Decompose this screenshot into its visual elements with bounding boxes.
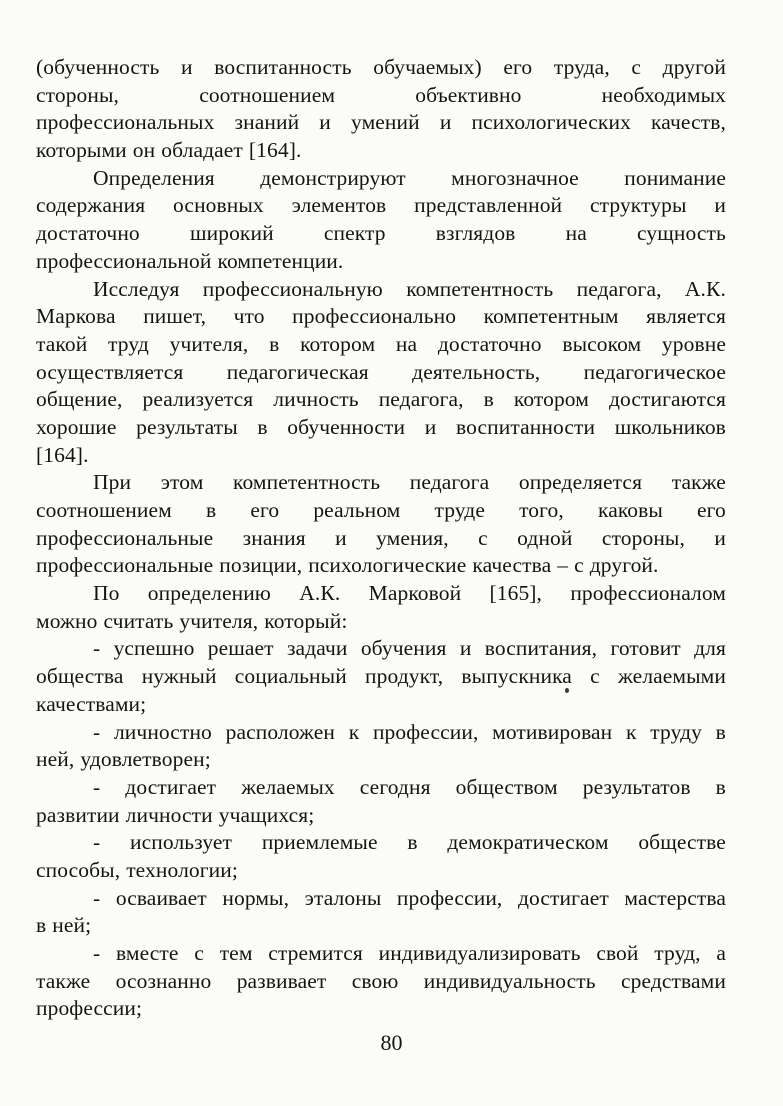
word: труду: [650, 719, 702, 744]
word: качествами;: [36, 691, 147, 716]
text-line: [36, 386, 726, 414]
word: решает: [207, 636, 274, 661]
word: личности: [125, 802, 213, 827]
word: в: [257, 414, 268, 439]
text-line: [36, 552, 726, 580]
word: который:: [264, 608, 348, 633]
word: задачи: [286, 636, 348, 661]
word: этом: [160, 470, 204, 495]
word: реализуется: [142, 387, 254, 412]
word: -: [93, 830, 101, 855]
word: -: [93, 774, 101, 799]
word: соотношением: [199, 82, 336, 107]
word: удовлетворен;: [80, 747, 211, 772]
word: его: [503, 55, 533, 79]
text-line: [36, 442, 726, 470]
word: к: [626, 719, 637, 744]
word: качеств,: [651, 110, 726, 135]
word: педагогическое: [583, 359, 726, 384]
word: расположен: [225, 719, 335, 744]
word: основных: [173, 193, 264, 218]
text-line: [36, 331, 726, 359]
text-line: [36, 691, 726, 719]
word: Определения: [93, 165, 215, 190]
word: успешно: [113, 636, 195, 661]
word: Марковой: [368, 581, 462, 606]
document-page-body: [36, 54, 726, 1023]
word: знания: [242, 525, 306, 550]
word: индивидуализировать: [378, 941, 581, 965]
word: -: [93, 941, 101, 965]
word: широкий: [189, 221, 274, 246]
word: в: [36, 913, 47, 938]
word: стороны,: [601, 525, 685, 550]
word: высоком: [562, 331, 642, 356]
word: с: [194, 941, 204, 965]
word: с: [631, 55, 642, 79]
word: Исследуя: [93, 276, 180, 301]
word: уровне: [661, 331, 726, 356]
word: [164].: [248, 138, 302, 163]
word: профессионалом: [570, 581, 726, 606]
word: эталоны: [304, 885, 382, 910]
text-line: [36, 802, 726, 830]
word: педагогическая: [226, 359, 369, 384]
word: достигаются: [608, 387, 726, 412]
word: его: [697, 498, 726, 522]
word: взглядов: [435, 221, 516, 246]
page-number: 80: [380, 1030, 403, 1055]
text-line: [36, 995, 726, 1023]
word: -: [93, 636, 101, 661]
word: -: [93, 885, 101, 910]
word: труде: [434, 498, 485, 522]
word: индивидуальность: [423, 968, 596, 993]
word: соотношением: [36, 498, 172, 522]
word: и: [714, 193, 726, 218]
text-line: [36, 414, 726, 442]
word: нормы,: [222, 885, 290, 910]
word: общества: [36, 664, 124, 689]
text-line: [36, 276, 726, 304]
word: воспитания,: [484, 636, 598, 661]
word: другой.: [589, 553, 659, 578]
word: школьников: [614, 414, 726, 439]
word: хорошие: [36, 414, 117, 439]
word: учителя,: [179, 608, 259, 633]
word: в: [715, 719, 726, 744]
word: элементов: [291, 193, 387, 218]
word: умений: [351, 110, 420, 135]
word: желаемыми: [618, 664, 726, 689]
word: считать: [103, 608, 174, 633]
word: обладает: [161, 138, 243, 163]
word: мотивирован: [492, 719, 613, 744]
word: свой: [596, 941, 639, 965]
word: компетенции.: [217, 248, 344, 273]
word: общение,: [36, 387, 123, 412]
text-line: [36, 663, 726, 691]
word: развивает: [236, 968, 327, 993]
word: качества: [472, 553, 552, 578]
text-line: [36, 885, 726, 913]
word: свою: [351, 968, 399, 993]
word: [164].: [36, 442, 89, 467]
word: социальный: [234, 664, 347, 689]
word: –: [557, 553, 569, 578]
word: воспитанность: [214, 55, 352, 79]
word: в: [269, 331, 280, 356]
word: осваивает: [115, 885, 207, 910]
word: (обученность: [36, 55, 160, 79]
word: и: [424, 414, 437, 439]
word: а: [716, 941, 726, 965]
scan-speck: [565, 688, 569, 693]
word: и: [181, 55, 193, 79]
word: труд: [108, 331, 149, 356]
word: реальном: [313, 498, 401, 522]
word: умения,: [376, 525, 449, 550]
word: развитии: [36, 802, 120, 827]
word: котором: [300, 331, 376, 356]
word: педагога,: [576, 276, 662, 301]
word: и: [439, 110, 452, 135]
word: можно: [36, 608, 98, 633]
word: является: [646, 304, 726, 329]
text-line: [36, 303, 726, 331]
word: приемлемые: [261, 830, 378, 855]
word: стороны,: [36, 82, 120, 107]
word: учащихся;: [218, 802, 315, 827]
word: учителя,: [169, 331, 249, 356]
word: ней,: [36, 747, 75, 772]
word: готовит: [610, 636, 681, 661]
text-line: [36, 857, 726, 885]
word: содержания: [36, 193, 146, 218]
text-line: [36, 497, 726, 525]
word: также: [671, 470, 726, 495]
word: того,: [519, 498, 564, 522]
word: что: [233, 304, 265, 329]
word: профессиональных: [36, 110, 215, 135]
word: каковы: [597, 498, 663, 522]
word: на: [565, 221, 587, 246]
word: профессии,: [372, 719, 479, 744]
word: продукт,: [365, 664, 444, 689]
word: мастерства: [624, 885, 726, 910]
word: также: [36, 968, 91, 993]
word: многозначное: [451, 165, 579, 190]
word: он: [132, 138, 156, 163]
word: личность: [273, 387, 359, 412]
word: котором: [513, 387, 589, 412]
word: профессиональную: [202, 276, 383, 301]
text-line: [36, 746, 726, 774]
word: объективно: [415, 82, 522, 107]
word: и: [459, 636, 472, 661]
text-line: [36, 248, 726, 276]
word: Маркова: [36, 304, 116, 329]
word: выпускника: [461, 664, 572, 689]
word: достаточно: [36, 221, 140, 246]
text-line: [36, 137, 726, 165]
word: средствами: [621, 968, 726, 993]
word: для: [694, 636, 726, 661]
text-line: [36, 54, 726, 82]
word: и: [335, 525, 347, 550]
word: демократическом: [447, 830, 609, 855]
word: другой: [662, 55, 726, 79]
word: такой: [36, 331, 88, 356]
word: труд,: [654, 941, 701, 965]
word: педагога,: [378, 387, 464, 412]
text-line: [36, 774, 726, 802]
word: профессии,: [396, 885, 503, 910]
text-line: [36, 359, 726, 387]
word: достигает: [125, 774, 217, 799]
word: с: [574, 553, 584, 578]
text-line: [36, 469, 726, 497]
word: обществом: [455, 774, 558, 799]
text-line: [36, 109, 726, 137]
word: в: [407, 830, 418, 855]
word: использует: [130, 830, 233, 855]
word: обученности: [287, 414, 406, 439]
word: определению: [147, 581, 271, 606]
word: пишет,: [143, 304, 207, 329]
word: которыми: [36, 138, 127, 163]
text-line: [36, 82, 726, 110]
word: в: [483, 387, 494, 412]
word: и: [714, 525, 726, 550]
word: тем: [219, 941, 253, 965]
word: в: [205, 498, 217, 522]
word: структуры: [589, 193, 687, 218]
word: с: [590, 664, 600, 689]
text-line: [36, 940, 726, 968]
word: обучения: [360, 636, 447, 661]
word: А.К.: [299, 581, 341, 606]
word: профессии;: [36, 996, 143, 1021]
word: к: [348, 719, 360, 744]
word: психологических: [471, 110, 631, 135]
word: воспитанности: [456, 414, 596, 439]
word: сущность: [637, 221, 726, 246]
word: с: [478, 525, 488, 550]
text-line: [36, 165, 726, 193]
word: вместе: [116, 941, 179, 965]
word: педагога: [409, 470, 490, 495]
word: способы,: [36, 857, 121, 882]
word: личностно: [113, 719, 212, 744]
text-line: [36, 829, 726, 857]
text-line: [36, 220, 726, 248]
word: демонстрируют: [260, 165, 406, 190]
word: на: [395, 331, 418, 356]
word: знаний: [234, 110, 300, 135]
word: достигает: [517, 885, 609, 910]
text-line: [36, 635, 726, 663]
word: [165],: [489, 581, 543, 606]
word: спектр: [323, 221, 386, 246]
word: понимание: [624, 165, 726, 190]
word: психологические: [308, 553, 467, 578]
word: ней;: [52, 913, 92, 938]
word: технологии;: [126, 857, 238, 882]
text-line: [36, 580, 726, 608]
word: достаточно: [437, 331, 542, 356]
word: профессиональной: [36, 248, 212, 273]
text-line: [36, 525, 726, 553]
word: обществе: [638, 830, 726, 855]
word: компетентным: [483, 304, 619, 329]
word: результатов: [582, 774, 691, 799]
word: осуществляется: [36, 359, 184, 384]
text-line: [36, 968, 726, 996]
word: нужный: [141, 664, 217, 689]
word: А.К.: [684, 276, 726, 301]
word: -: [93, 719, 101, 744]
word: его: [250, 498, 280, 522]
word: При: [93, 470, 132, 495]
text-line: [36, 912, 726, 940]
word: результаты: [136, 414, 238, 439]
word: труда,: [553, 55, 610, 79]
word: необходимых: [601, 82, 726, 107]
word: представленной: [414, 193, 563, 218]
word: компетентность: [406, 276, 554, 301]
word: компетентность: [233, 470, 381, 495]
word: осознанно: [115, 968, 212, 993]
word: позиции,: [219, 553, 303, 578]
word: стремится: [268, 941, 363, 965]
word: сегодня: [359, 774, 431, 799]
word: профессионально: [292, 304, 457, 329]
text-line: [36, 608, 726, 636]
word: и: [319, 110, 331, 135]
word: обучаемых): [373, 55, 482, 79]
word: в: [715, 774, 726, 799]
word: профессиональные: [36, 553, 214, 578]
word: желаемых: [241, 774, 335, 799]
word: По: [93, 581, 120, 606]
word: одной: [517, 525, 573, 550]
word: определяется: [518, 470, 643, 495]
word: профессиональные: [36, 525, 214, 550]
text-line: [36, 719, 726, 747]
word: деятельность,: [412, 359, 541, 384]
text-line: [36, 192, 726, 220]
